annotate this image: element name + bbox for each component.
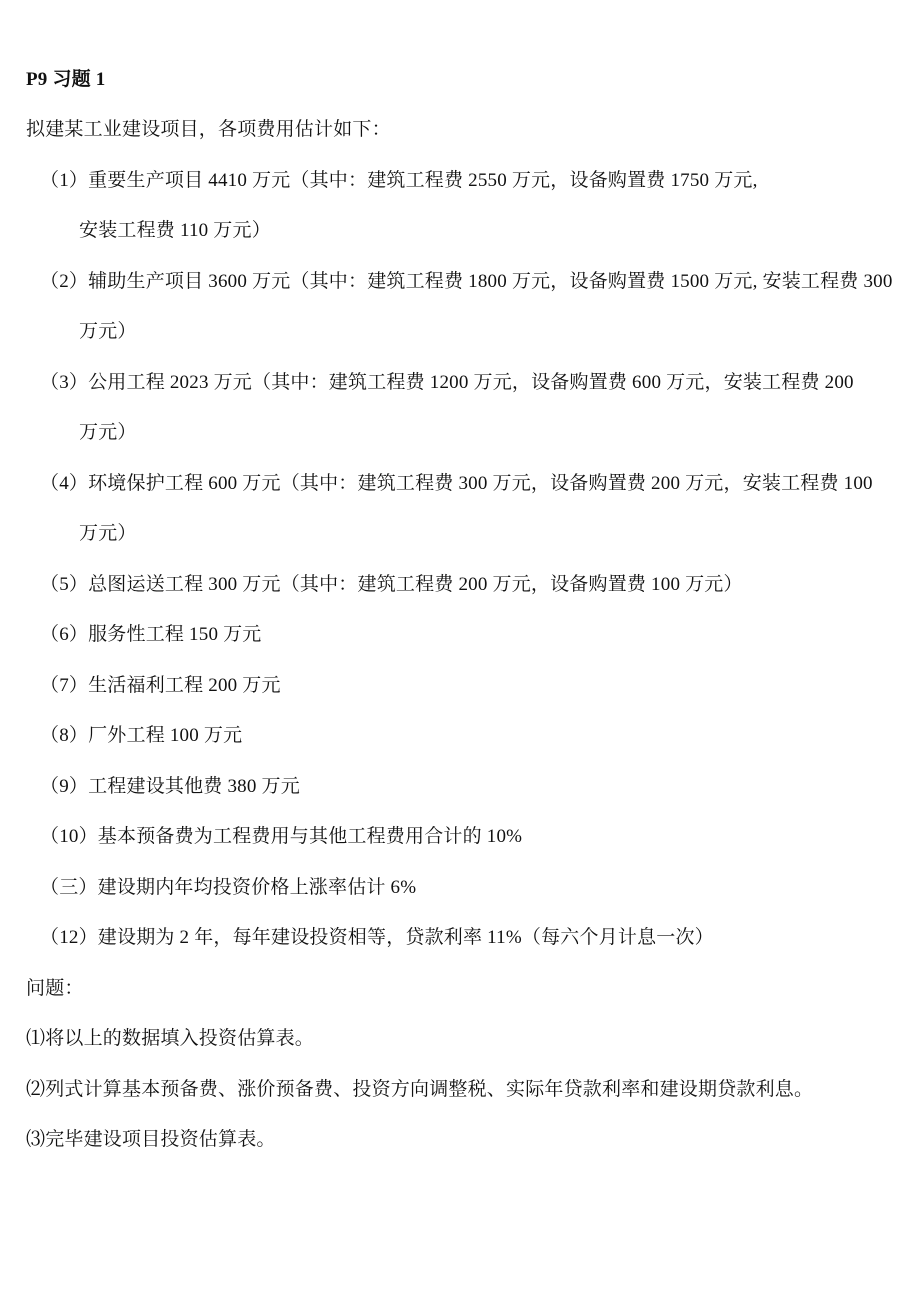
questions-label: 问题： — [26, 978, 84, 999]
list-item-11: （三）建设期内年均投资价格上涨率估计 6% — [40, 877, 417, 898]
intro-text: 拟建某工业建设项目，各项费用估计如下： — [26, 119, 391, 140]
list-item-5: （5）总图运送工程 300 万元（其中：建筑工程费 200 万元，设备购置费 100 万元） — [40, 574, 743, 595]
question-2: ⑵列式计算基本预备费、涨价预备费、投资方向调整税、实际年贷款利率和建设期贷款利息。 — [26, 1079, 814, 1100]
question-3: ⑶完毕建设项目投资估算表。 — [26, 1129, 276, 1150]
list-item-2: （2）辅助生产项目 3600 万元（其中：建筑工程费 1800 万元，设备购置费 1500 万元, 安装工程费 300 — [40, 271, 893, 292]
page-title: P9 习题 1 — [26, 69, 106, 90]
list-item-2-continuation: 万元） — [79, 321, 137, 342]
list-item-4-continuation: 万元） — [79, 523, 137, 544]
question-1: ⑴将以上的数据填入投资估算表。 — [26, 1028, 315, 1049]
list-item-3: （3）公用工程 2023 万元（其中：建筑工程费 1200 万元，设备购置费 600 万元，安装工程费 200 — [40, 372, 854, 393]
list-item-1: （1）重要生产项目 4410 万元（其中：建筑工程费 2550 万元，设备购置费 1750 万元, — [40, 170, 758, 191]
list-item-10: （10）基本预备费为工程费用与其他工程费用合计的 10% — [40, 826, 523, 847]
list-item-7: （7）生活福利工程 200 万元 — [40, 675, 281, 696]
list-item-12: （12）建设期为 2 年，每年建设投资相等，贷款利率 11%（每六个月计息一次） — [40, 927, 714, 948]
list-item-3-continuation: 万元） — [79, 422, 137, 443]
list-item-1-continuation: 安装工程费 110 万元） — [79, 220, 271, 241]
list-item-6: （6）服务性工程 150 万元 — [40, 624, 262, 645]
list-item-9: （9）工程建设其他费 380 万元 — [40, 776, 300, 797]
list-item-4: （4）环境保护工程 600 万元（其中：建筑工程费 300 万元，设备购置费 200 万元，安装工程费 100 — [40, 473, 873, 494]
list-item-8: （8）厂外工程 100 万元 — [40, 725, 243, 746]
